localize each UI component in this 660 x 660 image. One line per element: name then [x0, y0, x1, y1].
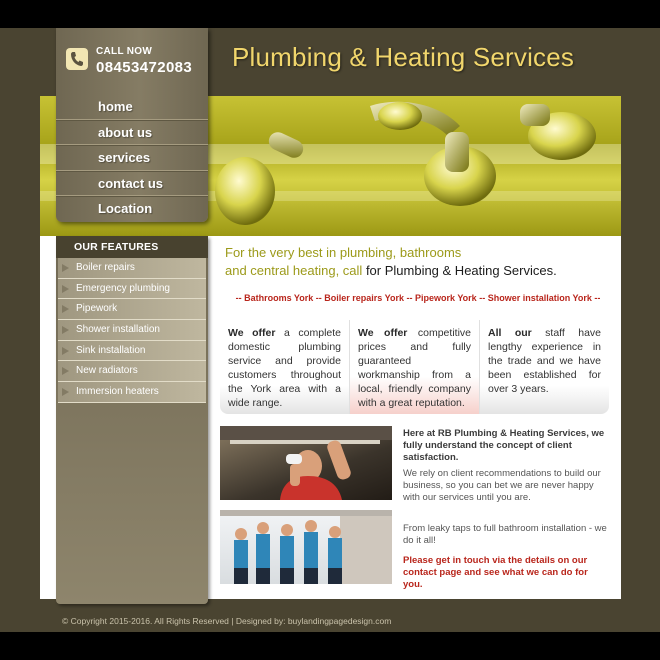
nav-item-home[interactable]: home — [56, 94, 208, 120]
offer-box-3-text: staff have lengthy experience in the trade and we have been established for over 3 years. — [488, 327, 601, 395]
offer-box-2-bold: We offer — [358, 327, 408, 339]
service-links: -- Bathrooms York -- Boiler repairs York -- Pipework York -- Shower installation York -- — [235, 293, 601, 303]
link-shower-installation-york[interactable]: Shower installation York — [487, 293, 592, 303]
feature-item-emergency-plumbing[interactable]: Emergency plumbing — [58, 279, 206, 300]
page — [0, 28, 660, 632]
main-column — [220, 236, 616, 599]
offer-box-1-text: a complete domestic plumbing service and provide customers throughout the York area with a wide range. — [228, 327, 342, 409]
intro-text — [225, 244, 557, 280]
hot-tap-handle — [215, 157, 275, 225]
article-get-in-touch: Please get in touch via the details on our contact page and see what we can do for you. — [403, 555, 588, 590]
phone-icon — [66, 48, 88, 70]
nav-item-services[interactable]: services — [56, 145, 208, 171]
footer-copyright: © Copyright 2015-2016. All Rights Reserved | Designed by: buylandingpagedesign.com — [62, 616, 392, 626]
feature-item-sink-installation[interactable]: Sink installation — [58, 341, 206, 362]
features-list — [58, 258, 206, 403]
feature-item-pipework[interactable]: Pipework — [58, 299, 206, 320]
call-now-label: CALL NOW — [96, 46, 153, 57]
features-heading: OUR FEATURES — [56, 236, 208, 258]
site-title: Plumbing & Heating Services — [232, 42, 575, 72]
link-bathrooms-york[interactable]: Bathrooms York — [244, 293, 314, 303]
intro-line-2: and central heating, call — [225, 263, 366, 278]
feature-item-immersion-heaters[interactable]: Immersion heaters — [58, 382, 206, 403]
offer-box-1 — [220, 320, 349, 414]
nav-item-location[interactable]: Location — [98, 201, 153, 216]
offer-box-2 — [349, 320, 480, 414]
phone-number[interactable]: 08453472083 — [96, 59, 193, 76]
intro-line-1: For the very best in plumbing, bathrooms — [225, 245, 462, 260]
article-recommendations: We rely on client recommendations to build our business, so you can bet we are never happy with our services until you are. — [403, 468, 601, 503]
feature-item-new-radiators[interactable]: New radiators — [58, 361, 206, 382]
offer-box-3-bold: All our — [488, 327, 532, 339]
nav-item-about-us[interactable]: about us — [56, 120, 208, 146]
feature-item-shower-installation[interactable]: Shower installation — [58, 320, 206, 341]
plumber-photo — [220, 426, 392, 500]
main-nav — [56, 94, 208, 222]
link-pipework-york[interactable]: Pipework York — [415, 293, 477, 303]
team-photo — [220, 510, 392, 584]
content-area — [40, 236, 621, 599]
nav-panel — [56, 28, 208, 222]
offer-box-1-bold: We offer — [228, 327, 276, 339]
offer-boxes — [220, 320, 609, 414]
features-panel — [56, 236, 208, 604]
offer-box-3 — [480, 320, 609, 414]
intro-line-2-dark: for Plumbing & Heating Services. — [365, 263, 557, 278]
link-boiler-repairs-york[interactable]: Boiler repairs York — [324, 293, 404, 303]
offer-box-2-text: competitive prices and fully guaranteed workmanship from a local, friendly company with a great reputation. — [358, 327, 471, 409]
article-satisfaction: Here at RB Plumbing & Heating Services, we fully understand the concept of client satisfaction. — [403, 428, 605, 463]
nav-item-contact-us[interactable]: contact us — [56, 171, 208, 197]
article-leaky-taps: From leaky taps to full bathroom installation - we do it all! — [403, 523, 607, 546]
feature-item-boiler-repairs[interactable]: Boiler repairs — [58, 258, 206, 279]
call-now-box — [56, 42, 208, 82]
